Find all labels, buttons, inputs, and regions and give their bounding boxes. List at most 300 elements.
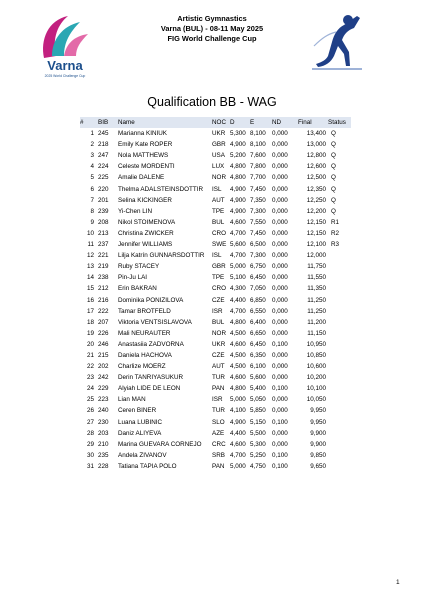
d-score-cell: 4,900 <box>230 185 246 193</box>
nd-cell: 0,000 <box>272 218 288 226</box>
table-row <box>80 128 351 139</box>
final-score-cell: 12,000 <box>306 252 326 260</box>
e-score-cell: 7,450 <box>250 185 266 193</box>
status-cell <box>328 405 351 416</box>
final-score-cell: 11,150 <box>307 329 326 337</box>
bib-cell: 207 <box>98 318 109 326</box>
final-score-cell: 10,950 <box>306 340 326 348</box>
bib-cell: 212 <box>98 285 109 293</box>
athlete-name-cell: Derin TANRIYASUKUR <box>118 374 184 382</box>
e-score-cell: 7,450 <box>250 229 266 237</box>
nd-cell: 0,000 <box>272 185 288 193</box>
nd-cell: 0,000 <box>272 141 288 149</box>
e-score-cell: 6,400 <box>250 318 266 326</box>
bib-cell: 229 <box>98 385 109 393</box>
final-score-cell: 9,950 <box>310 418 326 426</box>
logo-subtext: 2025 World Challenge Cup <box>44 74 86 78</box>
d-score-cell: 5,300 <box>230 130 246 138</box>
noc-cell: SLO <box>212 418 225 426</box>
bib-cell: 215 <box>98 351 109 359</box>
rank-cell: 25 <box>86 396 94 404</box>
d-score-cell: 4,700 <box>230 252 246 260</box>
bib-cell: 247 <box>98 152 109 160</box>
e-score-cell: 7,050 <box>250 285 266 293</box>
table-row <box>80 306 351 317</box>
e-score-cell: 8,100 <box>250 141 266 149</box>
athlete-name-cell: Ruby STACEY <box>118 263 160 271</box>
d-score-cell: 4,800 <box>230 174 246 182</box>
bib-cell: 218 <box>98 141 109 149</box>
d-score-cell: 4,600 <box>230 440 246 448</box>
header-venue-dates: Varna (BUL) - 08-11 May 2025 <box>160 24 264 33</box>
d-score-cell: 4,900 <box>230 207 246 215</box>
d-score-cell: 4,700 <box>230 451 246 459</box>
final-score-cell: 9,950 <box>310 407 326 415</box>
bib-cell: 238 <box>98 274 109 282</box>
bib-cell: 223 <box>98 396 109 404</box>
bib-cell: 242 <box>98 374 109 382</box>
bib-cell: 235 <box>98 451 109 459</box>
e-score-cell: 7,350 <box>250 196 266 204</box>
d-score-cell: 4,900 <box>230 418 246 426</box>
status-cell: Q <box>331 196 336 204</box>
nd-cell: 0,000 <box>272 152 288 160</box>
e-score-cell: 6,500 <box>250 241 266 249</box>
final-score-cell: 10,850 <box>306 351 326 359</box>
athlete-name-cell: Alyiah LIDE DE LEON <box>118 385 181 393</box>
bib-cell: 203 <box>98 429 109 437</box>
status-cell <box>328 250 351 261</box>
final-score-cell: 13,000 <box>306 141 326 149</box>
rank-cell: 21 <box>86 351 94 359</box>
nd-cell: 0,000 <box>272 241 288 249</box>
e-score-cell: 6,750 <box>250 263 266 271</box>
bib-cell: 202 <box>98 363 109 371</box>
bib-cell: 220 <box>98 185 109 193</box>
nd-cell: 0,000 <box>272 429 288 437</box>
athlete-name-cell: Jennifer WILLIAMS <box>118 241 173 249</box>
status-cell <box>328 261 351 272</box>
status-cell <box>328 417 351 428</box>
noc-cell: TPE <box>212 274 225 282</box>
header-bib: BIB <box>98 119 109 126</box>
rank-cell: 6 <box>90 185 94 193</box>
status-cell <box>328 428 351 439</box>
athlete-name-cell: Dominika PONIZILOVA <box>118 296 184 304</box>
athlete-name-cell: Andela ZIVANOV <box>118 451 167 459</box>
nd-cell: 0,000 <box>272 307 288 315</box>
athlete-name-cell: Mali NEURAUTER <box>118 329 171 337</box>
rank-cell: 28 <box>86 429 94 437</box>
status-cell <box>328 317 351 328</box>
nd-cell: 0,100 <box>272 418 288 426</box>
noc-cell: UKR <box>212 340 226 348</box>
table-row <box>80 228 351 239</box>
nd-cell: 0,100 <box>272 340 288 348</box>
noc-cell: PAN <box>212 385 225 393</box>
table-row <box>80 394 351 405</box>
noc-cell: NOR <box>212 174 226 182</box>
e-score-cell: 7,600 <box>250 152 266 160</box>
header-name: Name <box>118 119 135 126</box>
nd-cell: 0,000 <box>272 440 288 448</box>
rank-cell: 11 <box>87 241 94 249</box>
header-neutral-deduction: ND <box>272 119 282 126</box>
bib-cell: 225 <box>98 174 109 182</box>
noc-cell: CZE <box>212 351 225 359</box>
header-status: Status <box>328 119 346 126</box>
table-row <box>80 195 351 206</box>
table-row <box>80 461 351 472</box>
bib-cell: 230 <box>98 418 109 426</box>
e-score-cell: 5,300 <box>250 440 266 448</box>
table-row <box>80 150 351 161</box>
bib-cell: 237 <box>98 241 109 249</box>
final-score-cell: 10,600 <box>306 363 326 371</box>
athlete-name-cell: Marianna KINIUK <box>118 130 167 138</box>
bib-cell: 210 <box>98 440 109 448</box>
final-score-cell: 12,250 <box>306 196 326 204</box>
athlete-name-cell: Christina ZWICKER <box>118 229 174 237</box>
status-cell <box>328 272 351 283</box>
final-score-cell: 11,250 <box>307 307 326 315</box>
final-score-cell: 10,050 <box>306 396 326 404</box>
final-score-cell: 11,200 <box>307 318 326 326</box>
noc-cell: PAN <box>212 462 225 470</box>
bib-cell: 226 <box>98 329 109 337</box>
d-score-cell: 4,600 <box>230 218 246 226</box>
status-cell <box>328 361 351 372</box>
rank-cell: 14 <box>86 274 94 282</box>
noc-cell: ISR <box>212 307 223 315</box>
noc-cell: CRO <box>212 229 226 237</box>
rank-cell: 1 <box>90 130 94 138</box>
final-score-cell: 12,800 <box>306 152 326 160</box>
e-score-cell: 4,750 <box>250 462 266 470</box>
noc-cell: UKR <box>212 130 226 138</box>
nd-cell: 0,000 <box>272 274 288 282</box>
e-score-cell: 6,850 <box>250 296 266 304</box>
nd-cell: 0,000 <box>272 318 288 326</box>
status-cell <box>328 283 351 294</box>
table-row <box>80 317 351 328</box>
athlete-name-cell: Lilja Katrín GUNNARSDOTTIR <box>118 252 205 260</box>
athlete-name-cell: Pin-Ju LAI <box>118 274 148 282</box>
nd-cell: 0,000 <box>272 252 288 260</box>
table-row <box>80 372 351 383</box>
rank-cell: 30 <box>86 451 94 459</box>
athlete-name-cell: Thelma ADALSTEINSDOTTIR <box>118 185 204 193</box>
status-cell <box>328 383 351 394</box>
athlete-name-cell: Erin BAKRAN <box>118 285 157 293</box>
nd-cell: 0,000 <box>272 285 288 293</box>
d-score-cell: 4,700 <box>230 229 246 237</box>
rank-cell: 12 <box>86 252 94 260</box>
table-row <box>80 139 351 150</box>
d-score-cell: 4,400 <box>230 429 246 437</box>
athlete-name-cell: Tatiana TAPIA POLO <box>118 462 177 470</box>
e-score-cell: 5,400 <box>250 385 266 393</box>
event-header <box>0 14 424 44</box>
final-score-cell: 9,850 <box>310 451 326 459</box>
noc-cell: TPE <box>212 207 225 215</box>
athlete-name-cell: Daniz ALIYEVA <box>118 429 162 437</box>
final-score-cell: 12,150 <box>306 229 326 237</box>
athlete-name-cell: Nola MATTHEWS <box>118 152 169 160</box>
rank-cell: 31 <box>86 462 94 470</box>
status-cell <box>328 372 351 383</box>
table-row <box>80 161 351 172</box>
table-row <box>80 261 351 272</box>
d-score-cell: 4,900 <box>230 141 246 149</box>
athlete-name-cell: Charlize MOERZ <box>118 363 166 371</box>
status-cell <box>328 461 351 472</box>
e-score-cell: 5,600 <box>250 374 266 382</box>
noc-cell: GBR <box>212 141 226 149</box>
athlete-name-cell: Amalie DALENE <box>118 174 165 182</box>
noc-cell: CRC <box>212 440 226 448</box>
final-score-cell: 11,250 <box>307 296 326 304</box>
status-cell: R1 <box>331 218 340 226</box>
nd-cell: 0,000 <box>272 163 288 171</box>
e-score-cell: 7,550 <box>250 218 266 226</box>
e-score-cell: 5,250 <box>250 451 266 459</box>
status-cell <box>328 306 351 317</box>
final-score-cell: 11,750 <box>307 263 326 271</box>
rank-cell: 7 <box>90 196 94 204</box>
status-cell: Q <box>331 207 336 215</box>
final-score-cell: 13,400 <box>306 130 326 138</box>
d-score-cell: 4,100 <box>230 407 246 415</box>
nd-cell: 0,000 <box>272 396 288 404</box>
rank-cell: 22 <box>86 363 94 371</box>
noc-cell: USA <box>212 152 225 160</box>
status-cell <box>328 295 351 306</box>
bib-cell: 221 <box>98 252 109 260</box>
status-cell <box>328 350 351 361</box>
nd-cell: 0,100 <box>272 451 288 459</box>
d-score-cell: 4,500 <box>230 351 246 359</box>
rank-cell: 2 <box>90 141 94 149</box>
nd-cell: 0,000 <box>272 207 288 215</box>
rank-cell: 23 <box>86 374 94 382</box>
status-cell <box>328 439 351 450</box>
noc-cell: TUR <box>212 374 225 382</box>
table-row <box>80 405 351 416</box>
header-d-score: D <box>230 119 235 126</box>
nd-cell: 0,000 <box>272 174 288 182</box>
final-score-cell: 10,200 <box>306 374 326 382</box>
athlete-name-cell: Lian MAN <box>118 396 146 404</box>
noc-cell: BUL <box>212 318 225 326</box>
nd-cell: 0,000 <box>272 351 288 359</box>
table-row <box>80 295 351 306</box>
d-score-cell: 4,800 <box>230 318 246 326</box>
bib-cell: 208 <box>98 218 109 226</box>
rank-cell: 24 <box>86 385 94 393</box>
rank-cell: 8 <box>90 207 94 215</box>
table-row <box>80 439 351 450</box>
d-score-cell: 4,600 <box>230 340 246 348</box>
status-cell: R3 <box>331 241 340 249</box>
final-score-cell: 9,900 <box>310 429 326 437</box>
rank-cell: 10 <box>86 229 94 237</box>
header-competition: FIG World Challenge Cup <box>167 34 257 43</box>
rank-cell: 29 <box>86 440 94 448</box>
table-row <box>80 361 351 372</box>
rank-cell: 13 <box>86 263 94 271</box>
athlete-name-cell: Nikol STOIMENOVA <box>118 218 176 226</box>
table-row <box>80 250 351 261</box>
final-score-cell: 11,350 <box>307 285 326 293</box>
rank-cell: 5 <box>90 174 94 182</box>
rank-cell: 4 <box>90 163 94 171</box>
nd-cell: 0,100 <box>272 385 288 393</box>
rank-cell: 26 <box>86 407 94 415</box>
e-score-cell: 6,350 <box>250 351 266 359</box>
status-cell: Q <box>331 152 336 160</box>
athlete-name-cell: Celeste MORDENTI <box>118 163 175 171</box>
athlete-name-cell: Yi-Chen LIN <box>118 207 153 215</box>
bib-cell: 216 <box>98 296 109 304</box>
rank-cell: 15 <box>86 285 94 293</box>
table-row <box>80 206 351 217</box>
noc-cell: ISR <box>212 396 223 404</box>
status-cell: Q <box>331 185 336 193</box>
status-cell <box>328 339 351 350</box>
noc-cell: AUT <box>212 363 225 371</box>
final-score-cell: 12,500 <box>306 174 326 182</box>
rank-cell: 16 <box>86 296 94 304</box>
table-row <box>80 328 351 339</box>
header-discipline: Artistic Gymnastics <box>177 14 247 23</box>
e-score-cell: 7,800 <box>250 163 266 171</box>
noc-cell: CRO <box>212 285 226 293</box>
status-cell: Q <box>331 130 336 138</box>
table-row <box>80 428 351 439</box>
final-score-cell: 12,100 <box>306 241 326 249</box>
d-score-cell: 4,800 <box>230 385 246 393</box>
bib-cell: 222 <box>98 307 109 315</box>
table-row <box>80 184 351 195</box>
d-score-cell: 4,300 <box>230 285 246 293</box>
d-score-cell: 4,500 <box>230 363 246 371</box>
e-score-cell: 5,850 <box>250 407 266 415</box>
d-score-cell: 5,000 <box>230 462 246 470</box>
rank-cell: 17 <box>86 307 94 315</box>
table-row <box>80 217 351 228</box>
bib-cell: 201 <box>98 196 109 204</box>
status-cell <box>328 328 351 339</box>
results-body <box>80 128 351 472</box>
status-cell <box>328 394 351 405</box>
e-score-cell: 5,150 <box>250 418 266 426</box>
header-rank: # <box>80 119 84 126</box>
rank-cell: 27 <box>86 418 94 426</box>
noc-cell: TUR <box>212 407 225 415</box>
header-final: Final <box>298 119 312 126</box>
athlete-name-cell: Selina KICKINGER <box>118 196 172 204</box>
d-score-cell: 4,800 <box>230 163 246 171</box>
e-score-cell: 6,650 <box>250 329 266 337</box>
e-score-cell: 6,550 <box>250 307 266 315</box>
status-cell <box>328 450 351 461</box>
d-score-cell: 5,200 <box>230 152 246 160</box>
nd-cell: 0,000 <box>272 363 288 371</box>
bib-cell: 224 <box>98 163 109 171</box>
noc-cell: ISL <box>212 185 222 193</box>
table-row <box>80 417 351 428</box>
rank-cell: 20 <box>86 340 94 348</box>
noc-cell: AUT <box>212 196 225 204</box>
e-score-cell: 6,450 <box>250 340 266 348</box>
bib-cell: 240 <box>98 407 109 415</box>
nd-cell: 0,000 <box>272 296 288 304</box>
noc-cell: AZE <box>212 429 225 437</box>
header-e-score: E <box>250 119 255 126</box>
athlete-name-cell: Anastasiia ZADVORNA <box>118 340 184 348</box>
athlete-name-cell: Luana LUBINIC <box>118 418 163 426</box>
nd-cell: 0,000 <box>272 229 288 237</box>
rank-cell: 9 <box>90 218 94 226</box>
nd-cell: 0,000 <box>272 130 288 138</box>
noc-cell: ISL <box>212 252 222 260</box>
noc-cell: SWE <box>212 241 227 249</box>
athlete-name-cell: Emily Kate ROPER <box>118 141 173 149</box>
e-score-cell: 6,450 <box>250 274 266 282</box>
e-score-cell: 5,050 <box>250 396 266 404</box>
d-score-cell: 5,000 <box>230 396 246 404</box>
noc-cell: SRB <box>212 451 225 459</box>
noc-cell: NOR <box>212 329 226 337</box>
bib-cell: 219 <box>98 263 109 271</box>
d-score-cell: 4,900 <box>230 196 246 204</box>
noc-cell: CZE <box>212 296 225 304</box>
noc-cell: BUL <box>212 218 225 226</box>
status-cell: Q <box>331 174 336 182</box>
header-noc: NOC <box>212 119 226 126</box>
final-score-cell: 12,200 <box>306 207 326 215</box>
bib-cell: 213 <box>98 229 109 237</box>
noc-cell: LUX <box>212 163 225 171</box>
e-score-cell: 7,300 <box>250 207 266 215</box>
status-cell: Q <box>331 141 336 149</box>
e-score-cell: 5,500 <box>250 429 266 437</box>
d-score-cell: 5,000 <box>230 263 246 271</box>
status-cell: Q <box>331 163 336 171</box>
nd-cell: 0,000 <box>272 196 288 204</box>
rank-cell: 3 <box>90 152 94 160</box>
final-score-cell: 9,900 <box>310 440 326 448</box>
nd-cell: 0,000 <box>272 263 288 271</box>
table-header-row <box>80 117 351 128</box>
bib-cell: 239 <box>98 207 109 215</box>
nd-cell: 0,000 <box>272 374 288 382</box>
table-row <box>80 450 351 461</box>
table-row <box>80 172 351 183</box>
table-row <box>80 350 351 361</box>
table-row <box>80 339 351 350</box>
final-score-cell: 11,550 <box>307 274 326 282</box>
athlete-name-cell: Ceren BINER <box>118 407 157 415</box>
final-score-cell: 9,650 <box>310 462 326 470</box>
nd-cell: 0,000 <box>272 407 288 415</box>
e-score-cell: 7,700 <box>250 174 266 182</box>
d-score-cell: 5,600 <box>230 241 246 249</box>
rank-cell: 19 <box>86 329 94 337</box>
page-title: Qualification BB - WAG <box>147 95 277 109</box>
page-number: 1 <box>396 579 400 586</box>
